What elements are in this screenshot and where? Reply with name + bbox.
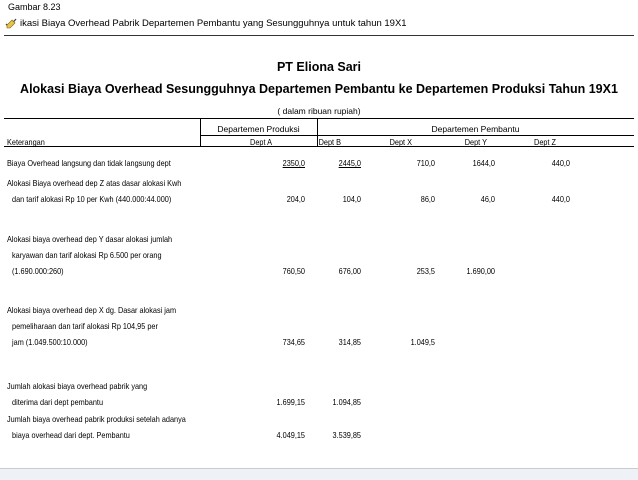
table-top-rule <box>4 118 634 119</box>
company-name: PT Eliona Sari <box>276 60 362 74</box>
row-label-line: Jumlah alokasi biaya overhead pabrik yang <box>7 381 148 391</box>
row-label-line: diterima dari dept pembantu <box>12 397 104 407</box>
row-label-line: karyawan dan tarif alokasi Rp 6.500 per orang <box>12 250 162 260</box>
cell-dept-y: 46,0 <box>480 194 495 204</box>
cell-dept-b: 1.094,85 <box>332 397 361 407</box>
cell-dept-x: 1.049,5 <box>410 337 435 347</box>
row-label-line: (1.690.000:260) <box>12 266 64 276</box>
caption-rule <box>4 35 634 36</box>
column-header-dept-x: Dept X <box>389 137 412 147</box>
unit-note: ( dalam ribuan rupiah) <box>277 106 361 116</box>
row-label-line: Alokasi biaya overhead dep Y dasar alokasi jumlah <box>7 234 173 244</box>
row-label-line: Alokasi biaya overhead dep X dg. Dasar alokasi jam <box>7 305 177 315</box>
row-label-line: biaya overhead dari dept. Pembantu <box>12 430 130 440</box>
cell-dept-x: 86,0 <box>420 194 435 204</box>
column-header-dept-z: Dept Z <box>534 137 556 147</box>
cell-dept-a: 1.699,15 <box>276 397 305 407</box>
row-label-line: jam (1.049.500:10.000) <box>12 337 88 347</box>
column-header-dept-a: Dept A <box>250 137 272 147</box>
row-label-line: Jumlah biaya overhead pabrik produksi setelah adanya <box>7 414 186 424</box>
cell-dept-b: 314,85 <box>338 337 361 347</box>
cell-dept-a: 4.049,15 <box>276 430 305 440</box>
cell-dept-y: 1644,0 <box>472 158 495 168</box>
figure-caption: ikasi Biaya Overhead Pabrik Departemen Pembantu yang Sesungguhnya untuk tahun 19X1 <box>20 17 407 29</box>
group-header-production: Departemen Produksi <box>217 124 300 134</box>
row-label-line: pemeliharaan dan tarif alokasi Rp 104,95 per <box>12 321 158 331</box>
cell-dept-a: 760,50 <box>282 266 305 276</box>
group-header-service: Departemen Pembantu <box>431 124 520 134</box>
cell-dept-a: 204,0 <box>286 194 305 204</box>
figure-label: Gambar 8.23 <box>8 2 61 12</box>
cell-dept-z: 440,0 <box>551 194 570 204</box>
cell-dept-b: 2445,0 <box>338 158 361 168</box>
cell-dept-x: 253,5 <box>416 266 435 276</box>
report-title: Alokasi Biaya Overhead Sesungguhnya Departemen Pembantu ke Departemen Produksi Tahun 19X1 <box>20 82 618 96</box>
cell-dept-a: 734,65 <box>282 337 305 347</box>
sheet-tab-strip <box>0 468 638 480</box>
column-header-keterangan: Keterangan <box>7 137 45 147</box>
cell-dept-b: 104,0 <box>342 194 361 204</box>
row-label-line: dan tarif alokasi Rp 10 per Kwh (440.000:44.000) <box>12 194 172 204</box>
group-underline <box>200 135 634 136</box>
column-header-rule <box>4 146 634 147</box>
row-label-line: Alokasi Biaya overhead dep Z atas dasar alokasi Kwh <box>7 178 182 188</box>
cell-dept-b: 3.539,85 <box>332 430 361 440</box>
cell-dept-b: 676,00 <box>338 266 361 276</box>
pencil-check-icon <box>5 17 18 29</box>
figure-caption-row <box>5 17 407 29</box>
cell-dept-x: 710,0 <box>416 158 435 168</box>
cell-dept-y: 1.690,00 <box>466 266 495 276</box>
row-label-line: Biaya Overhead langsung dan tidak langsung dept <box>7 158 171 168</box>
column-header-dept-b: Dept B <box>318 137 341 147</box>
cell-dept-a: 2350,0 <box>282 158 305 168</box>
cell-dept-z: 440,0 <box>551 158 570 168</box>
column-header-dept-y: Dept Y <box>464 137 487 147</box>
